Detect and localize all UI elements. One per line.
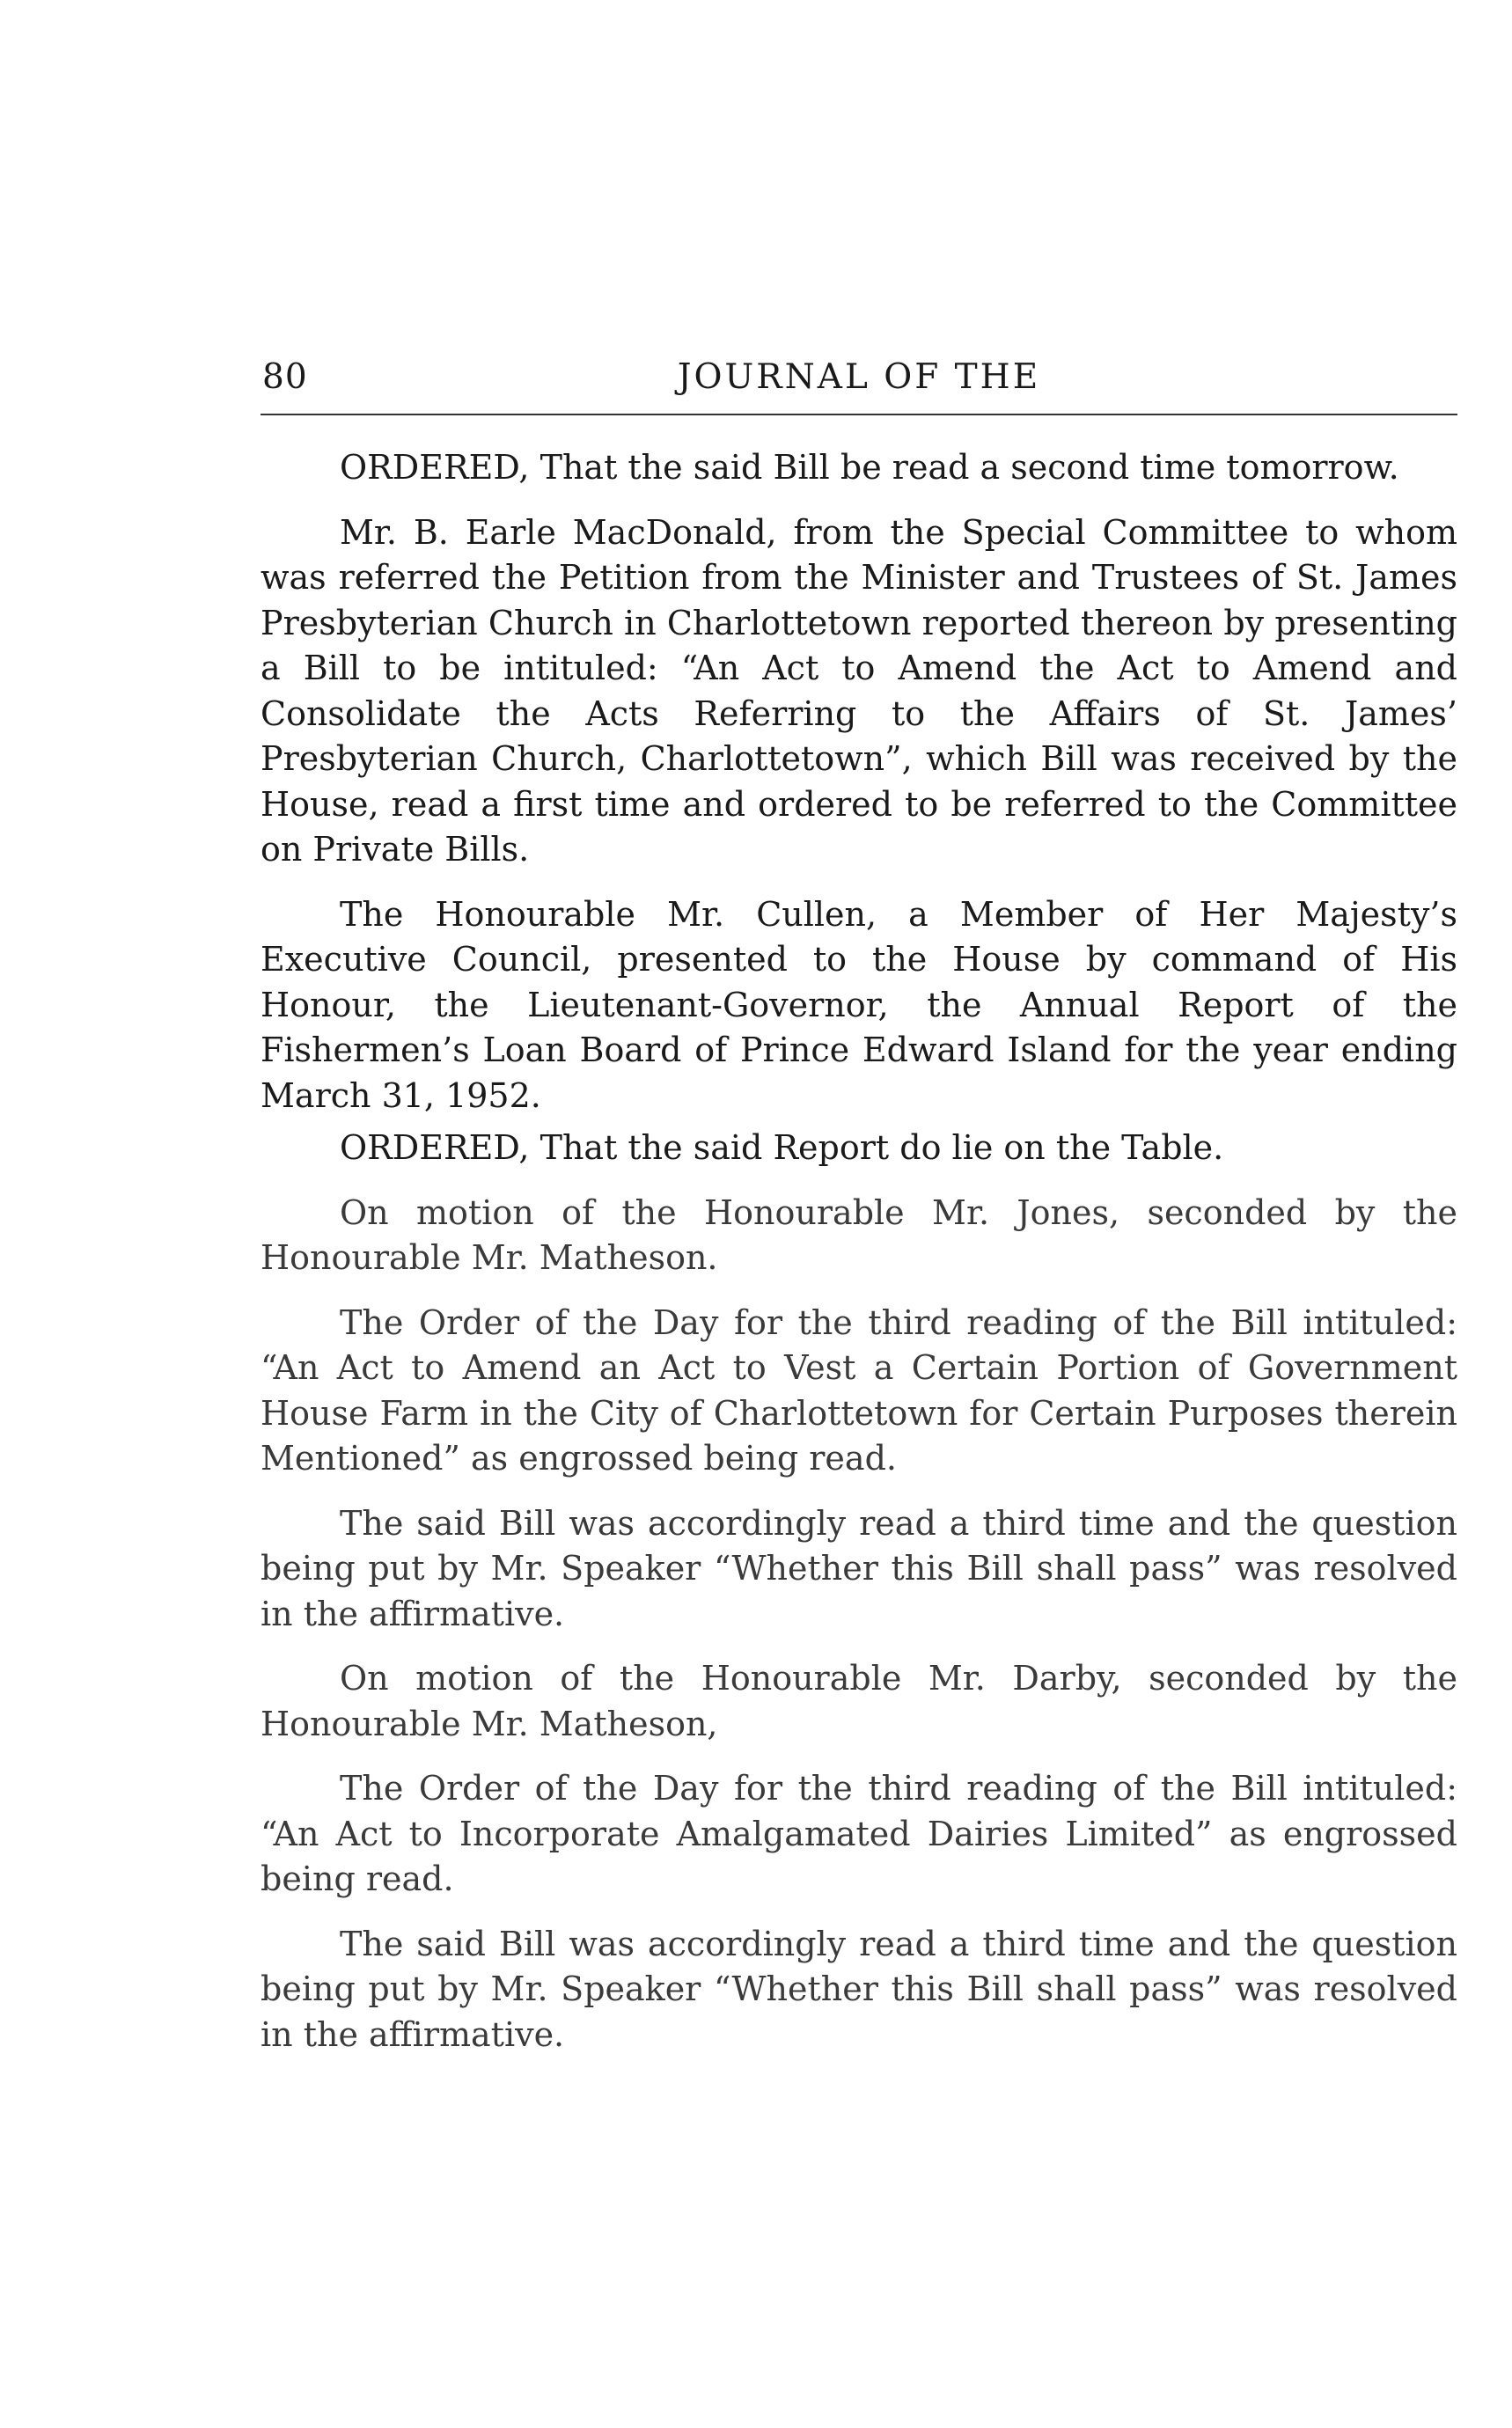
paragraph-bill-passed-2: The said Bill was accordingly read a third time and the question being put by Mr. Speaker “Whether this Bill shall pass” was resolved in the affirmative. bbox=[261, 1924, 1457, 2054]
paragraph-ordered-second-reading: ORDERED, That the said Bill be read a second time tomorrow. bbox=[340, 448, 1399, 487]
journal-page bbox=[261, 352, 1457, 2077]
header-rule bbox=[261, 414, 1457, 415]
running-title: JOURNAL OF THE bbox=[677, 357, 1041, 397]
body-text bbox=[261, 445, 1457, 2058]
paragraph-motion-jones: On motion of the Honourable Mr. Jones, seconded by the Honourable Mr. Matheson. bbox=[261, 1192, 1457, 1277]
paragraph-ordered-lie-on-table: ORDERED, That the said Report do lie on the Table. bbox=[340, 1128, 1224, 1167]
paragraph-bill-passed-1: The said Bill was accordingly read a third time and the question being put by Mr. Speaker “Whether this Bill shall pass” was resolved in the affirmative. bbox=[261, 1503, 1457, 1633]
paragraph-order-amalgamated-dairies: The Order of the Day for the third reading of the Bill intituled: “An Act to Incorporate Amalgamated Dairies Limited” as engrossed being read. bbox=[261, 1769, 1457, 1898]
paragraph-cullen-report: The Honourable Mr. Cullen, a Member of Her Majesty’s Executive Council, presented to the House by command of His Honour, the Lieutenant-Governor, the Annual Report of the Fishermen’s Loan Board of Prince Edward Island for the year ending March 31, 1952. bbox=[261, 894, 1457, 1115]
paragraph-order-government-house-farm: The Order of the Day for the third reading of the Bill intituled: “An Act to Amend an Act to Vest a Certain Portion of Government House Farm in the City of Charlottetown for Certain Purposes therein Mentioned” as engrossed being read. bbox=[261, 1302, 1457, 1478]
paragraph-macdonald-report: Mr. B. Earle MacDonald, from the Special Committee to whom was referred the Petition from the Minister and Trustees of St. James Presbyterian Church in Charlottetown reported thereon by presenting a Bill to be intituled: “An Act to Amend the Act to Amend and Consolidate the Acts Referring to the Affairs of St. James’ Presbyterian Church, Charlottetown”, which Bill was received by the House, read a first time and ordered to be referred to the Committee on Private Bills. bbox=[261, 512, 1457, 869]
running-head bbox=[261, 352, 1457, 412]
paragraph-motion-darby: On motion of the Honourable Mr. Darby, seconded by the Honourable Mr. Matheson, bbox=[261, 1659, 1457, 1743]
page-number: 80 bbox=[262, 357, 308, 397]
